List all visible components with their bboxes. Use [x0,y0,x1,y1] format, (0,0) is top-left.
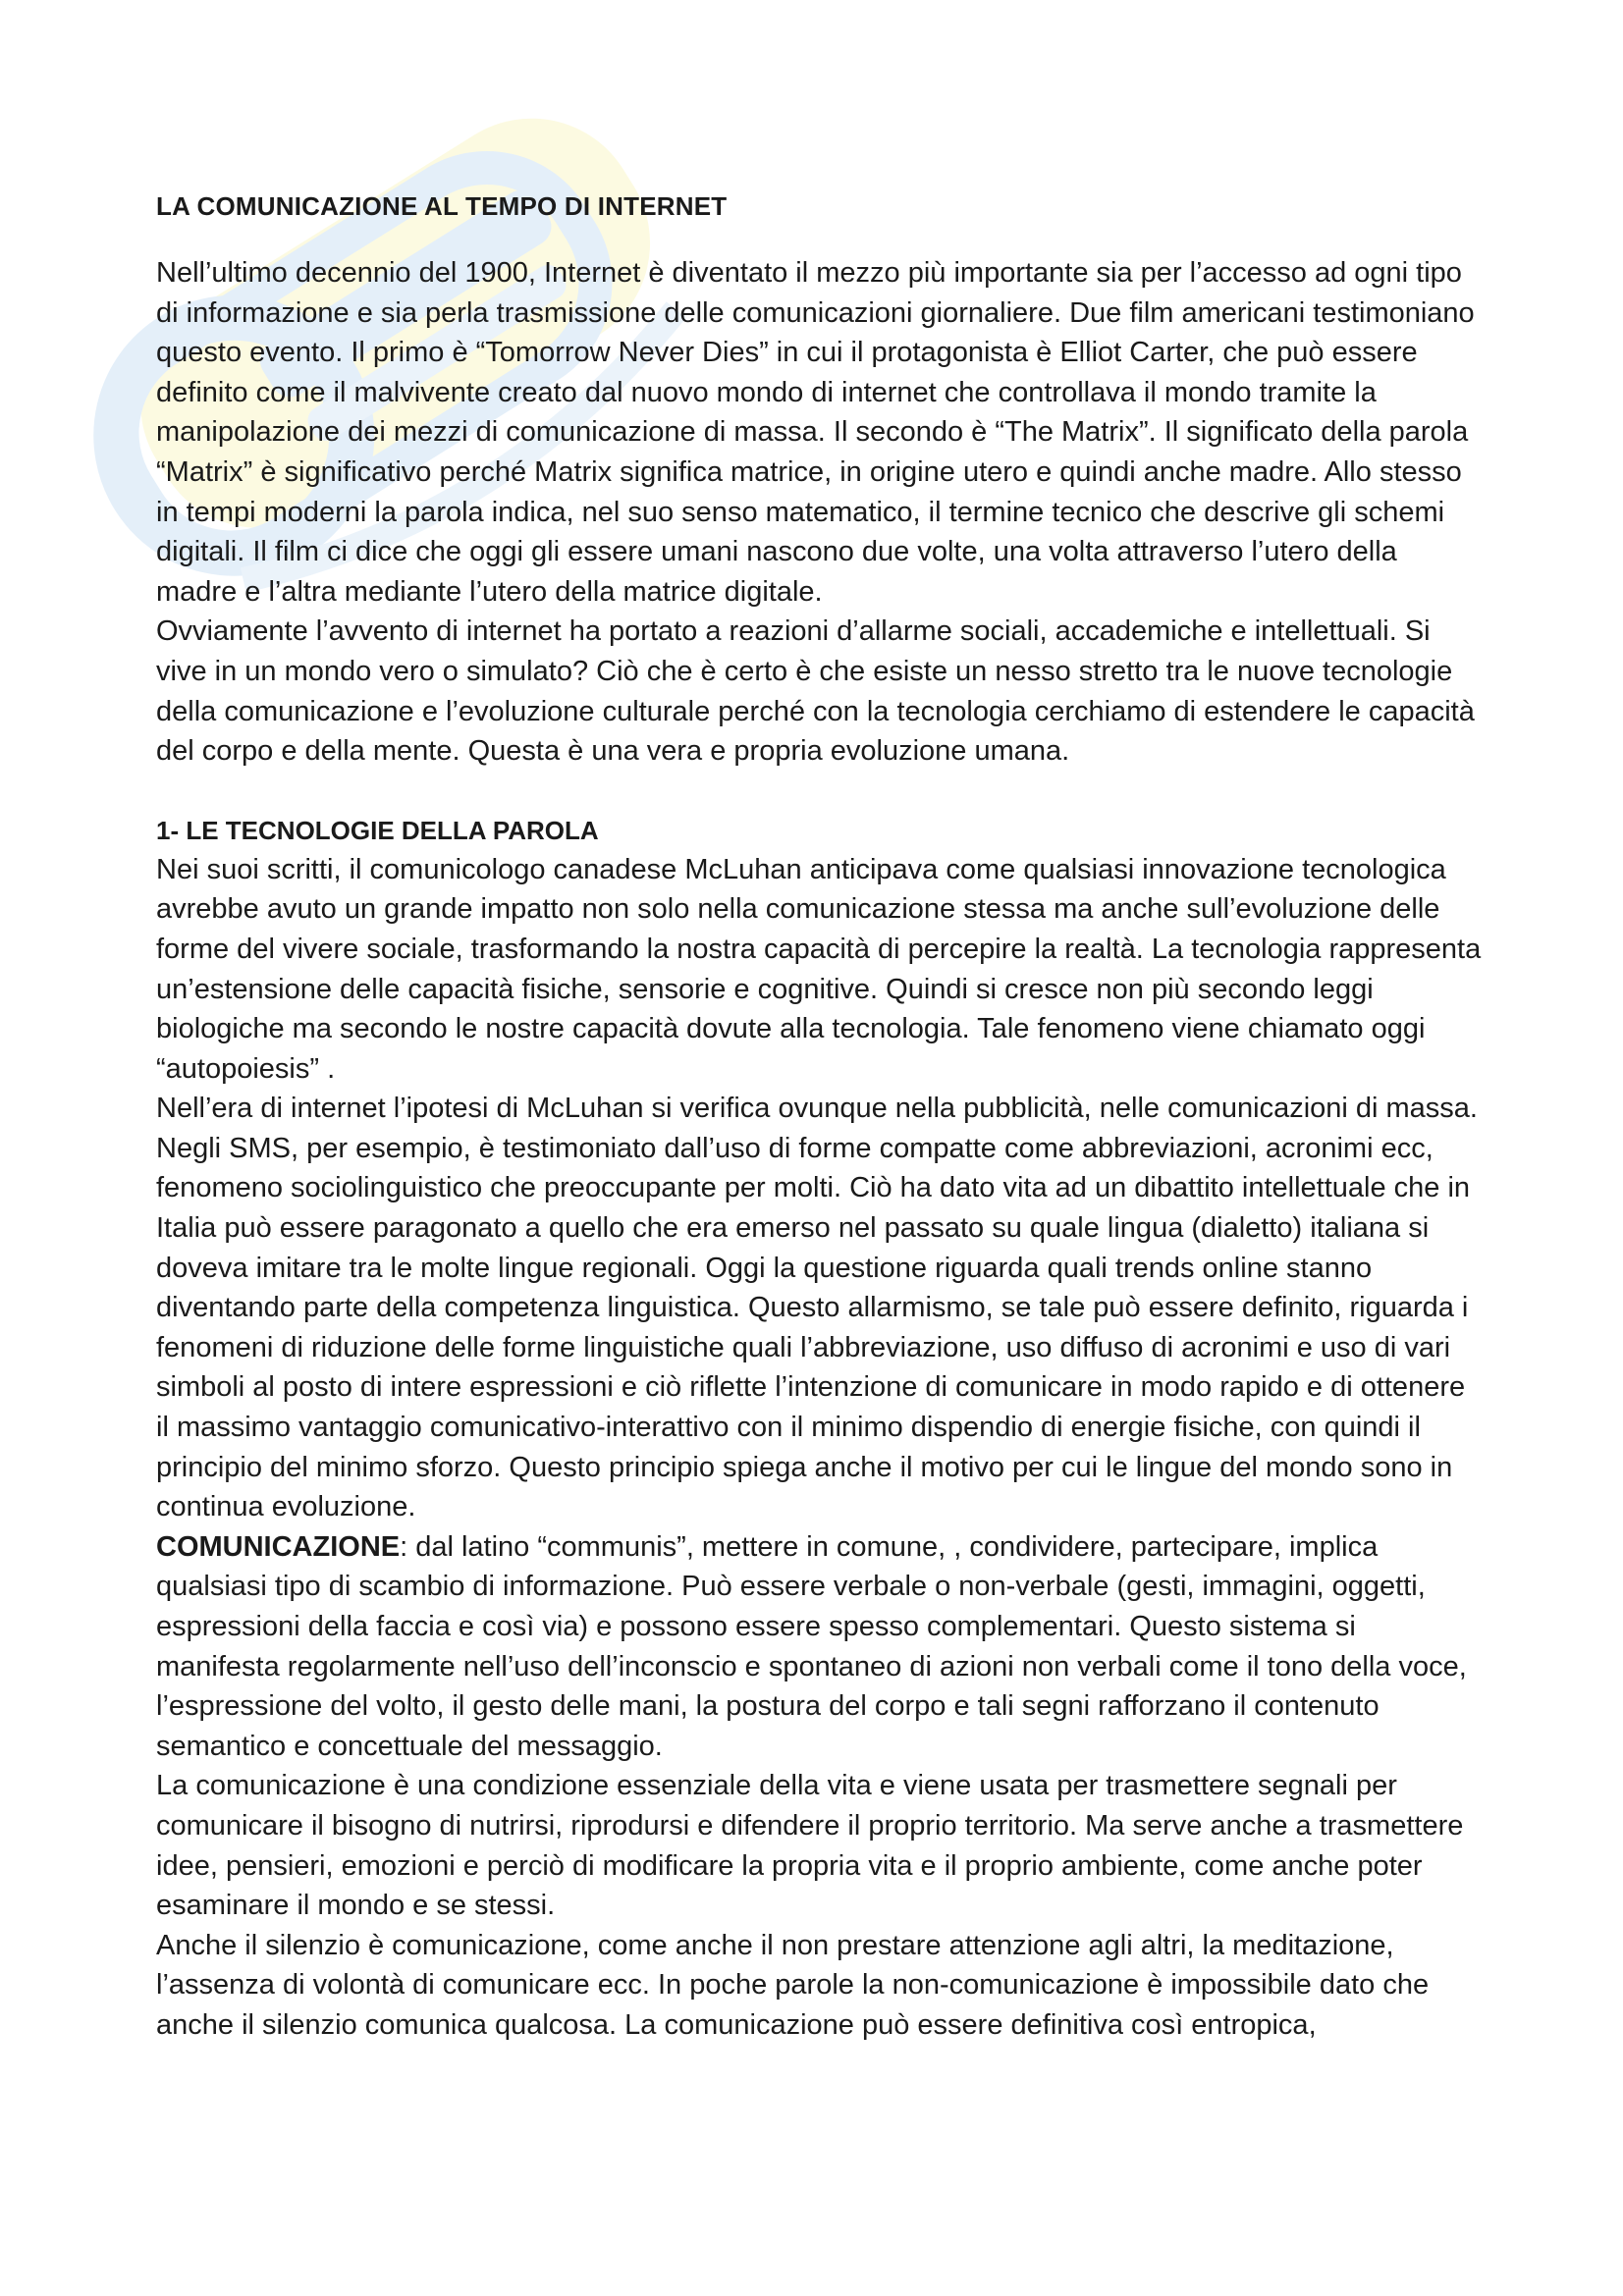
section-1-heading: 1- LE TECNOLOGIE DELLA PAROLA [156,815,599,845]
document-title: LA COMUNICAZIONE AL TEMPO DI INTERNET [156,191,728,221]
document-page [156,187,1482,2046]
section-1-paragraph-3: La comunicazione è una condizione essenziale della vita e viene usata per trasmettere segnali per comunicare il bisogno di nutrirsi, riprodursi e difendere il proprio territorio. Ma serve anche a trasmettere idee, pensieri, emozioni e perciò di modificare la propria vita e il proprio ambiente, come anche poter esaminare il mondo e se stessi. [156,1770,1464,1922]
definition-term: COMUNICAZIONE [156,1530,401,1563]
section-1-paragraph-2: Nell’era di internet l’ipotesi di McLuhan si verifica ovunque nella pubblicità, nelle comunicazioni di massa. Negli SMS, per esempio, è testimoniato dall’uso di forme compatte come abbreviazioni, acronimi ecc, fenomeno sociolinguistico che preoccupante per molti. Ciò ha dato vita ad un dibattito intellettuale che in Italia può essere paragonato a quello che era emerso nel passato su quale lingua (dialetto) italiana si doveva imitare tra le molte lingue regionali. Oggi la questione riguarda quali trends online stanno diventando parte della competenza linguistica. Questo allarmismo, se tale può essere definito, riguarda i fenomeni di riduzione delle forme linguistiche quali l’abbreviazione, uso diffuso di acronimi e uso di vari simboli al posto di intere espressioni e ciò riflette l’intenzione di comunicare in modo rapido e di ottenere il massimo vantaggio comunicativo-interattivo con il minimo dispendio di energie fisiche, con quindi il principio del minimo sforzo. Questo principio spiega anche il motivo per cui le lingue del mondo sono in continua evoluzione. [156,1093,1478,1523]
definition-text: : dal latino “communis”, mettere in comune, , condividere, partecipare, implica qualsiasi tipo di scambio di informazione. Può essere verbale o non-verbale (gesti, immagini, oggetti, espressioni della faccia e così via) e possono essere spesso complementari. Questo sistema si manifesta regolarmente nell’uso dell’inconscio e spontaneo di azioni non verbali come il tono della voce, l’espressione del volto, il gesto delle mani, la postura del corpo e tali segni rafforzano il contenuto semantico e concettuale del messaggio. [156,1530,1467,1762]
section-1-paragraph-1: Nei suoi scritti, il comunicologo canadese McLuhan anticipava come qualsiasi innovazione tecnologica avrebbe avuto un grande impatto non solo nella comunicazione stessa ma anche sull’evoluzione delle forme del vivere sociale, trasformando la nostra capacità di percepire la realtà. La tecnologia rappresenta un’estensione delle capacità fisiche, sensorie e cognitive. Quindi si cresce non più secondo leggi biologiche ma secondo le nostre capacità dovute alla tecnologia. Tale fenomeno viene chiamato oggi “autopoiesis” . [156,853,1482,1085]
section-1-paragraph-4: Anche il silenzio è comunicazione, come anche il non prestare attenzione agli altri, la meditazione, l’assenza di volontà di comunicare ecc. In poche parole la non-comunicazione è impossibile dato che anche il silenzio comunica qualcosa. La comunicazione può essere definitiva così entropica, [156,1929,1430,2041]
intro-paragraph-2: Ovviamente l’avvento di internet ha portato a reazioni d’allarme sociali, accademiche e intellettuali. Si vive in un mondo vero o simulato? Ciò che è certo è che esiste un nesso stretto tra le nuove tecnologie della comunicazione e l’evoluzione culturale perché con la tecnologia cerchiamo di estendere le capacità del corpo e della mente. Questa è una vera e propria evoluzione umana. [156,615,1475,768]
definition-paragraph [156,1527,1482,1767]
intro-paragraph-1: Nell’ultimo decennio del 1900, Internet è diventato il mezzo più importante sia per l’accesso ad ogni tipo di informazione e sia perla trasmissione delle comunicazioni giornaliere. Due film americani testimoniano questo evento. Il primo è “Tomorrow Never Dies” in cui il protagonista è Elliot Carter, che può essere definito come il malvivente creato dal nuovo mondo di internet che controllava il mondo tramite la manipolazione dei mezzi di comunicazione di massa. Il secondo è “The Matrix”. Il significato della parola “Matrix” è significativo perché Matrix significa matrice, in origine utero e quindi anche madre. Allo stesso in tempi moderni la parola indica, nel suo senso matematico, il termine tecnico che descrive gli schemi digitali. Il film ci dice che oggi gli essere umani nascono due volte, una volta attraverso l’utero della madre e l’altra mediante l’utero della matrice digitale. [156,257,1475,608]
